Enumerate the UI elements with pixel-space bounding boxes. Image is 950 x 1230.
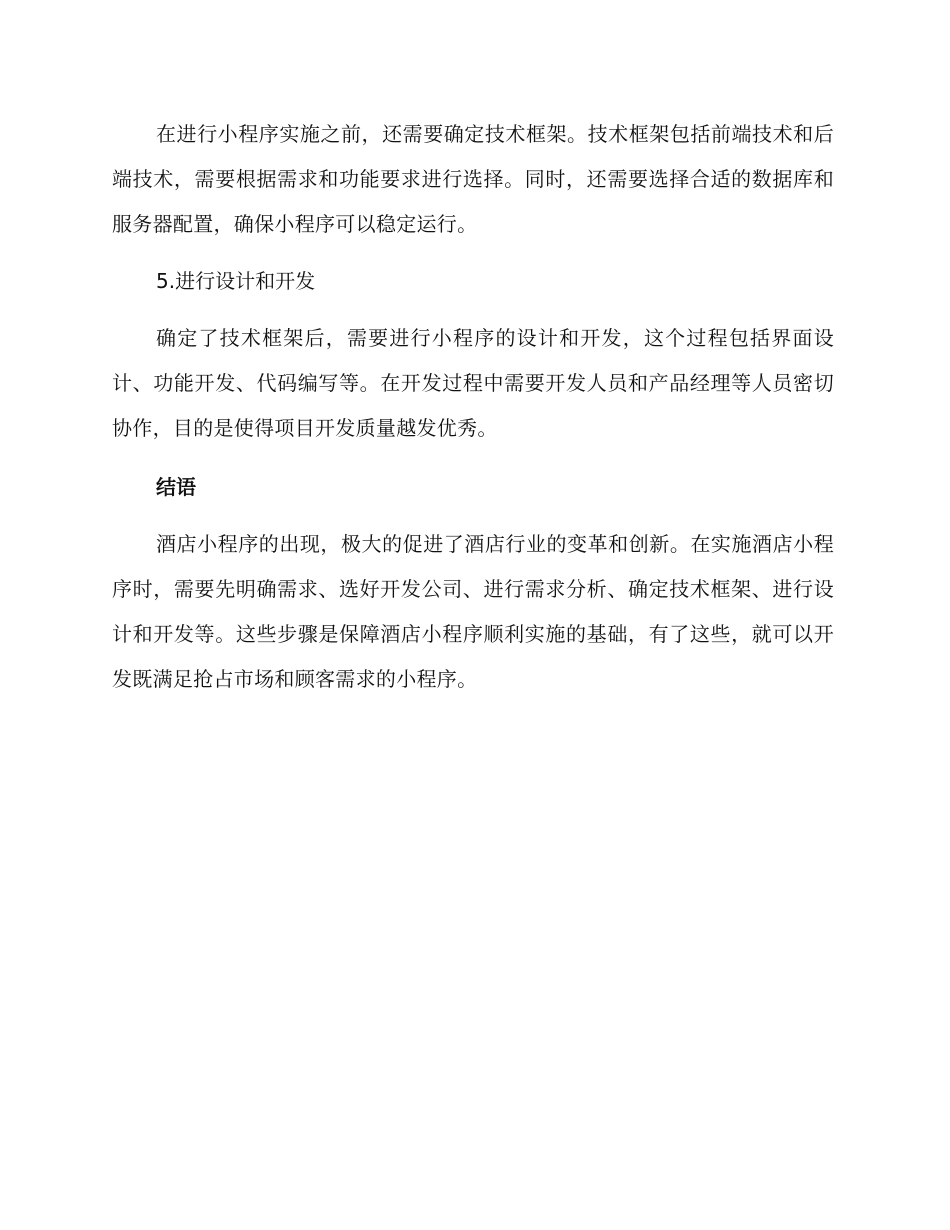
document-body xyxy=(112,112,834,702)
paragraph-tech-framework: 在进行小程序实施之前，还需要确定技术框架。技术框架包括前端技术和后端技术，需要根据需求和功能要求进行选择。同时，还需要选择合适的数据库和服务器配置，确保小程序可以稳定运行。 xyxy=(112,122,834,236)
section-heading-design-dev: 5.进行设计和开发 xyxy=(156,269,316,293)
conclusion-heading: 结语 xyxy=(156,475,196,499)
paragraph-conclusion: 酒店小程序的出现，极大的促进了酒店行业的变革和创新。在实施酒店小程序时，需要先明确需求、选好开发公司、进行需求分析、确定技术框架、进行设计和开发等。这些步骤是保障酒店小程序顺利实施的基础，有了这些，就可以开发既满足抢占市场和顾客需求的小程序。 xyxy=(112,532,834,691)
paragraph-design-dev: 确定了技术框架后，需要进行小程序的设计和开发，这个过程包括界面设计、功能开发、代码编写等。在开发过程中需要开发人员和产品经理等人员密切协作，目的是使得项目开发质量越发优秀。 xyxy=(112,326,834,440)
